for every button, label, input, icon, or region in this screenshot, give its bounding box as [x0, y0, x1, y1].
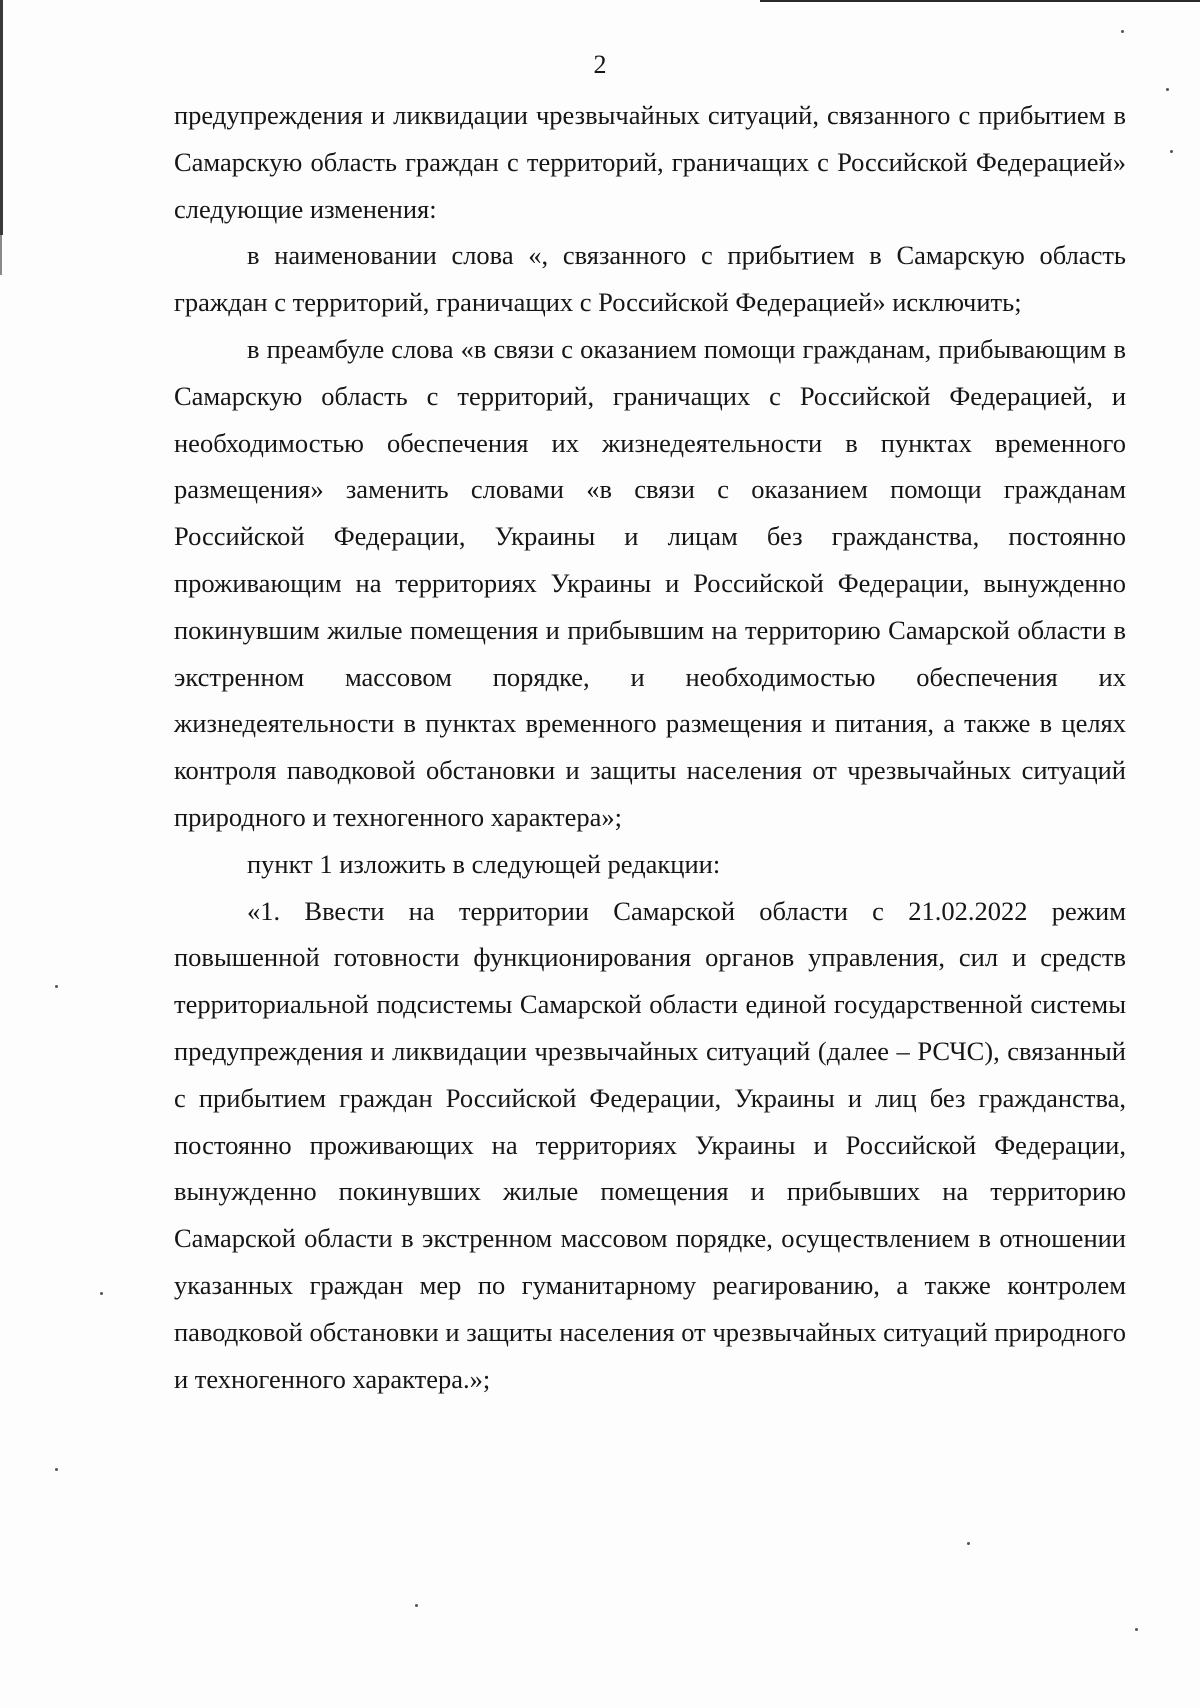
scan-speck [1170, 150, 1173, 153]
scan-speck [55, 1468, 58, 1471]
scan-speck [1121, 30, 1124, 33]
scan-speck [100, 1292, 103, 1295]
scan-speck [415, 1604, 418, 1607]
paragraph-title-amendment: в наименовании слова «, связанного с прибытием в Самарскую область граждан с территорий, граничащих с Российской Федерацией» исключить; [174, 240, 1126, 318]
scan-edge-mark [760, 0, 1200, 2]
scan-edge-mark [0, 235, 2, 275]
scan-speck [55, 985, 58, 988]
paragraph-continuation: предупреждения и ликвидации чрезвычайных ситуаций, связанного с прибытием в Самарскую область граждан с территорий, граничащих с Российской Федерацией» следующие изменения: [174, 100, 1126, 224]
paragraph-preamble-amendment: в преамбуле слова «в связи с оказанием помощи гражданам, прибывающим в Самарскую область с территорий, граничащих с Российской Федерацией, и необходимостью обеспечения их жизнедеятельности в пунктах временного размещения» заменить словами «в связи с оказанием помощи гражданам Российской Федерации, Украины и лицам без гражданства, постоянно проживающим на территориях Украины и Российской Федерации, вынужденно покинувшим жилые помещения и прибывшим на территорию Самарской области в экстренном массовом порядке, и необходимостью обеспечения их жизнедеятельности в пунктах временного размещения и питания, а также в целях контроля паводковой обстановки и защиты населения от чрезвычайных ситуаций природного и техногенного характера»; [174, 333, 1126, 832]
scan-speck [1135, 1628, 1138, 1631]
scan-speck [967, 1542, 970, 1545]
document-body [174, 92, 1126, 1402]
paragraph-point1-intro: пункт 1 изложить в следующей редакции: [247, 848, 721, 879]
paragraph-point1-text: «1. Ввести на территории Самарской области с 21.02.2022 режим повышенной готовности функционирования органов управления, сил и средств территориальной подсистемы Самарской области единой государственной системы предупреждения и ликвидации чрезвычайных ситуаций (далее – РСЧС), связанный с прибытием граждан Российской Федерации, Украины и лиц без гражданства, постоянно проживающих на территориях Украины и Российской Федерации, вынужденно покинувших жилые помещения и прибывших на территорию Самарской области в экстренном массовом порядке, осуществлением в отношении указанных граждан мер по гуманитарному реагированию, а также контролем паводковой обстановки и защиты населения от чрезвычайных ситуаций природного и техногенного характера.»; [174, 895, 1126, 1394]
page-number: 2 [593, 50, 607, 79]
scan-edge-mark [0, 0, 3, 235]
scan-speck [1166, 88, 1169, 91]
